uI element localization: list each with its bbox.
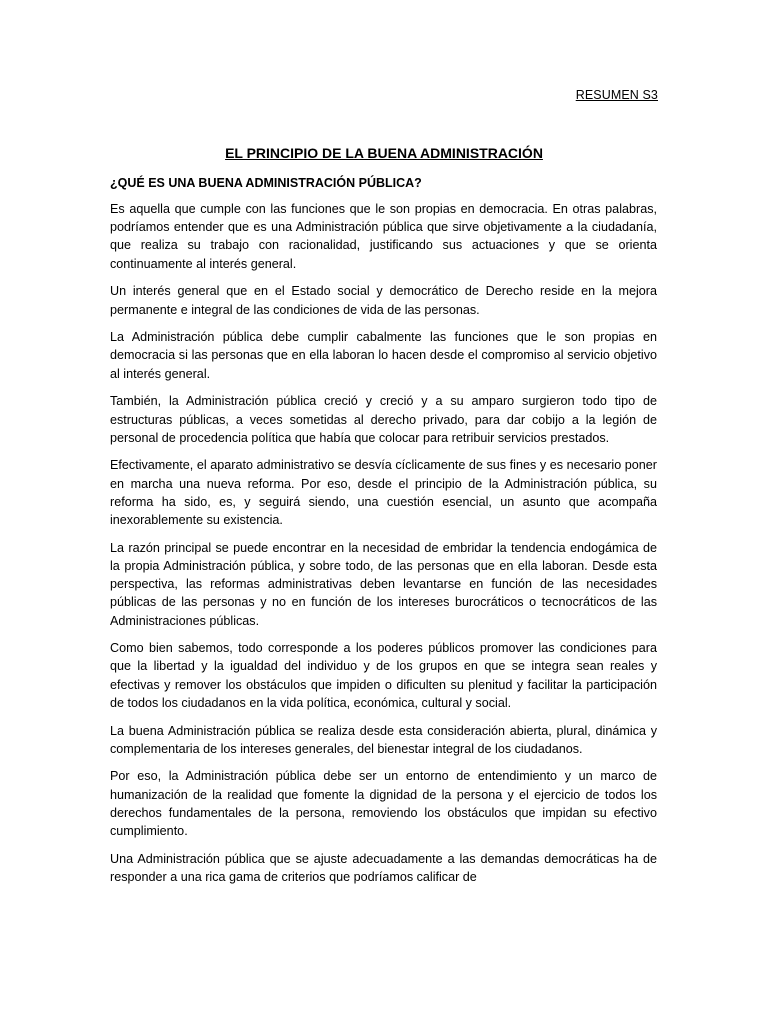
paragraph: Un interés general que en el Estado social y democrático de Derecho reside en la mejora permanente e integral de las condiciones de vida de las personas. (110, 284, 657, 317)
paragraph: También, la Administración pública creció y creció y a su amparo surgieron todo tipo de estructuras públicas, a veces sometidas al derecho privado, para dar cobijo a la legión de personal de procedencia política que había que colocar para retribuir servicios prestados. (110, 394, 657, 445)
document-title: EL PRINCIPIO DE LA BUENA ADMINISTRACIÓN (225, 145, 543, 161)
paragraph: Efectivamente, el aparato administrativo se desvía cíclicamente de sus fines y es necesario poner en marcha una nueva reforma. Por eso, desde el principio de la Administración pública, su reforma ha sido, es, y seguirá siendo, una cuestión esencial, un asunto que acompaña inexorablemente su existencia. (110, 458, 657, 528)
section-heading: ¿QUÉ ES UNA BUENA ADMINISTRACIÓN PÚBLICA? (110, 176, 422, 190)
paragraph: La buena Administración pública se realiza desde esta consideración abierta, plural, dinámica y complementaria de los intereses generales, del bienestar integral de los ciudadanos. (110, 723, 657, 756)
paragraph: Por eso, la Administración pública debe ser un entorno de entendimiento y un marco de humanización de la realidad que fomente la dignidad de la persona y el ejercicio de todos los derechos fundamentales de la persona, removiendo los obstáculos que impidan su efectivo cumplimiento. (110, 769, 657, 839)
paragraph: La Administración pública debe cumplir cabalmente las funciones que le son propias en democracia si las personas que en ella laboran lo hacen desde el compromiso al servicio objetivo al interés general. (110, 330, 657, 381)
document-body (110, 200, 657, 896)
paragraph: Una Administración pública que se ajuste adecuadamente a las demandas democráticas ha de responder a una rica gama de criterios que podríamos calificar de (110, 851, 657, 884)
document-reference: RESUMEN S3 (575, 88, 658, 102)
paragraph: Como bien sabemos, todo corresponde a los poderes públicos promover las condiciones para que la libertad y la igualdad del individuo y de los grupos en que se integra sean reales y efectivas y remover los obstáculos que impiden o dificulten su plenitud y facilitar la participación de todos los ciudadanos en la vida política, económica, cultural y social. (110, 641, 657, 710)
paragraph: Es aquella que cumple con las funciones que le son propias en democracia. En otras palabras, podríamos entender que es una Administración pública que sirve objetivamente a la ciudadanía, que realiza su trabajo con racionalidad, justificando sus actuaciones y que se orienta continuamente al interés general. (110, 202, 657, 271)
paragraph: La razón principal se puede encontrar en la necesidad de embridar la tendencia endogámica de la propia Administración pública, y sobre todo, de las personas que en ella laboran. Desde esta perspectiva, las reformas administrativas deben levantarse en función de las necesidades públicas de las personas y no en función de los intereses burocráticos o tecnocráticos de las Administraciones públicas. (110, 540, 657, 628)
